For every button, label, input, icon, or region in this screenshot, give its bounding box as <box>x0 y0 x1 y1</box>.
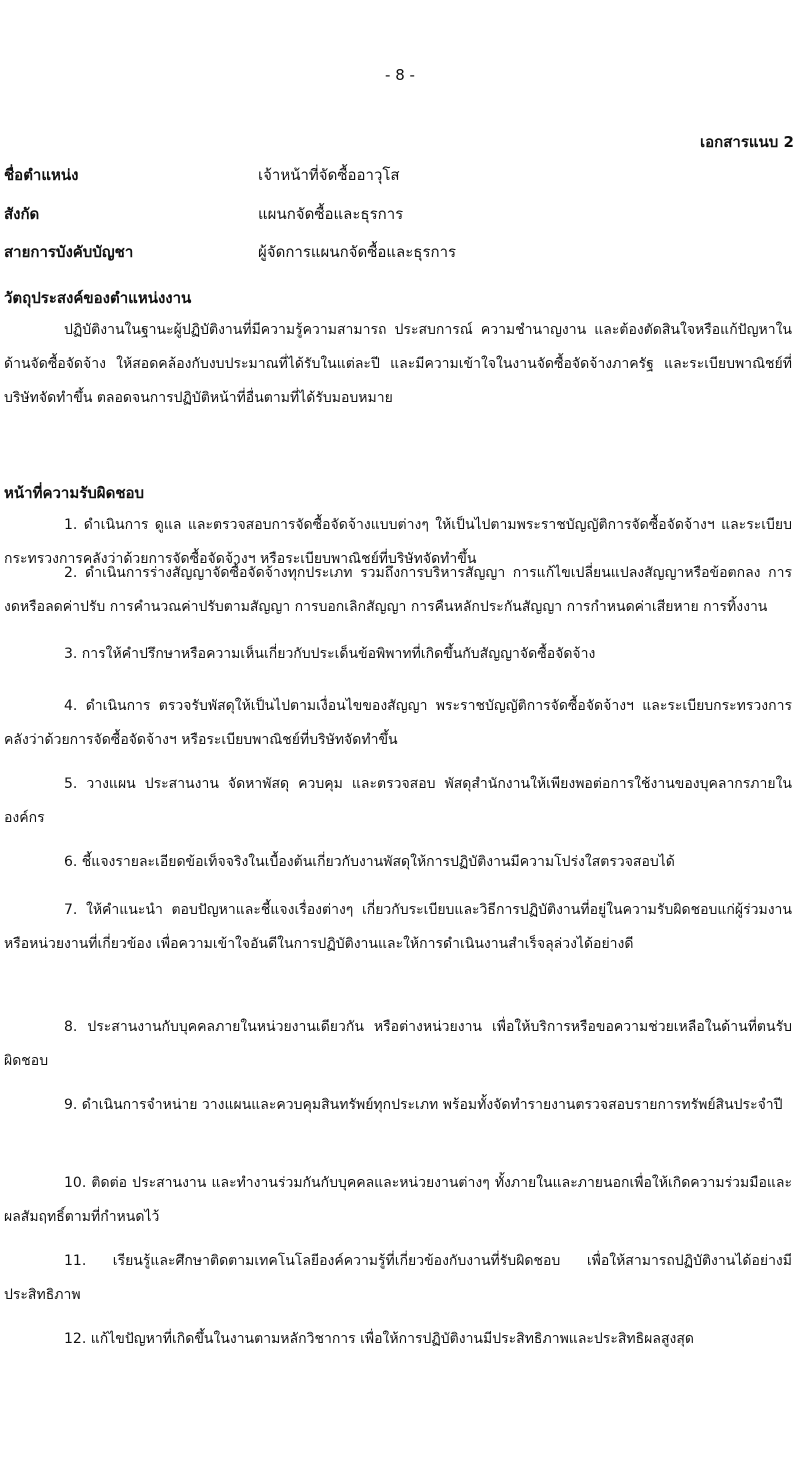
responsibility-item: 3. การให้คำปรึกษาหรือความเห็นเกี่ยวกับประเด็นข้อพิพาทที่เกิดขึ้นกับสัญญาจัดซื้อจัดจ้าง <box>64 646 596 662</box>
responsibility-item: 10. ติดต่อ ประสานงาน และทำงานร่วมกันกับบุคคลและหน่วยงานต่างๆ ทั้งภายในและภายนอกเพื่อให้เกิดความร่วมมือและผลสัมฤทธิ์ตามที่กำหนดไว้ <box>4 1175 792 1225</box>
info-row-department <box>4 202 794 224</box>
responsibility-item: 6. ชี้แจงรายละเอียดข้อเท็จจริงในเบื้องต้นเกี่ยวกับงานพัสดุให้การปฏิบัติงานมีความโปร่งใสตรวจสอบได้ <box>64 854 675 870</box>
objective-paragraph: ปฏิบัติงานในฐานะผู้ปฏิบัติงานที่มีความรู้ความสามารถ ประสบการณ์ ความชำนาญงาน และต้องตัดสินใจหรือแก้ปัญหาในด้านจัดซื้อจัดจ้าง ให้สอดคล้องกับงบประมาณที่ได้รับในแต่ละปี และมีความเข้าใจในงานจัดซื้อจัดจ้างภาครัฐ และระเบียบพาณิชย์ที่บริษัทจัดทำขึ้น ตลอดจนการปฏิบัติหน้าที่อื่นตามที่ได้รับมอบหมาย <box>4 322 792 406</box>
responsibility-item: 11. เรียนรู้และศึกษาติดตามเทคโนโลยีองค์ความรู้ที่เกี่ยวข้องกับงานที่รับผิดชอบ เพื่อให้สามารถปฏิบัติงานได้อย่างมีประสิทธิภาพ <box>4 1253 792 1303</box>
responsibility-item: 5. วางแผน ประสานงาน จัดหาพัสดุ ควบคุม และตรวจสอบ พัสดุสำนักงานให้เพียงพอต่อการใช้งานของบุคลากรภายในองค์กร <box>4 776 792 826</box>
page-number: - 8 - <box>385 66 415 84</box>
position-value: เจ้าหน้าที่จัดซื้ออาวุโส <box>258 166 400 184</box>
responsibility-item: 9. ดำเนินการจำหน่าย วางแผนและควบคุมสินทรัพย์ทุกประเภท พร้อมทั้งจัดทำรายงานตรวจสอบรายการทรัพย์สินประจำปี <box>64 1097 783 1113</box>
objective-heading: วัตถุประสงค์ของตำแหน่งงาน <box>4 289 192 307</box>
info-row-reporting-line <box>4 240 794 262</box>
department-label: สังกัด <box>4 205 40 223</box>
responsibility-item: 7. ให้คำแนะนำ ตอบปัญหาและชี้แจงเรื่องต่างๆ เกี่ยวกับระเบียบและวิธีการปฏิบัติงานที่อยู่ในความรับผิดชอบแก่ผู้ร่วมงานหรือหน่วยงานที่เกี่ยวข้อง เพื่อความเข้าใจอันดีในการปฏิบัติงานและให้การดำเนินงานสำเร็จลุล่วงได้อย่างดี <box>4 902 792 952</box>
responsibility-item: 2. ดำเนินการร่างสัญญาจัดซื้อจัดจ้างทุกประเภท รวมถึงการบริหารสัญญา การแก้ไขเปลี่ยนแปลงสัญญาหรือข้อตกลง การงดหรือลดค่าปรับ การคำนวณค่าปรับตามสัญญา การบอกเลิกสัญญา การคืนหลักประกันสัญญา การกำหนดค่าเสียหาย การทิ้งงาน <box>4 565 792 615</box>
attachment-label: เอกสารแนบ 2 <box>700 133 794 151</box>
department-value: แผนกจัดซื้อและธุรการ <box>258 205 404 223</box>
responsibility-item: 8. ประสานงานกับบุคคลภายในหน่วยงานเดียวกัน หรือต่างหน่วยงาน เพื่อให้บริการหรือขอความช่วยเหลือในด้านที่ตนรับผิดชอบ <box>4 1019 792 1069</box>
position-label: ชื่อตำแหน่ง <box>4 166 79 184</box>
responsibilities-heading: หน้าที่ความรับผิดชอบ <box>4 484 145 502</box>
info-row-position <box>4 163 794 185</box>
reporting-line-value: ผู้จัดการแผนกจัดซื้อและธุรการ <box>258 243 457 261</box>
responsibility-item: 4. ดำเนินการ ตรวจรับพัสดุให้เป็นไปตามเงื่อนไขของสัญญา พระราชบัญญัติการจัดซื้อจัดจ้างฯ และระเบียบกระทรวงการคลังว่าด้วยการจัดซื้อจัดจ้างฯ หรือระเบียบพาณิชย์ที่บริษัทจัดทำขึ้น <box>4 698 792 748</box>
responsibility-item: 1. ดำเนินการ ดูแล และตรวจสอบการจัดซื้อจัดจ้างแบบต่างๆ ให้เป็นไปตามพระราชบัญญัติการจัดซื้อจัดจ้างฯ และระเบียบกระทรวงการคลังว่าด้วยการจัดซื้อจัดจ้างฯ หรือระเบียบพาณิชย์ที่บริษัทจัดทำขึ้น <box>4 517 792 567</box>
responsibility-item: 12. แก้ไขปัญหาที่เกิดขึ้นในงานตามหลักวิชาการ เพื่อให้การปฏิบัติงานมีประสิทธิภาพและประสิทธิผลสูงสุด <box>64 1331 694 1347</box>
reporting-line-label: สายการบังคับบัญชา <box>4 243 134 261</box>
